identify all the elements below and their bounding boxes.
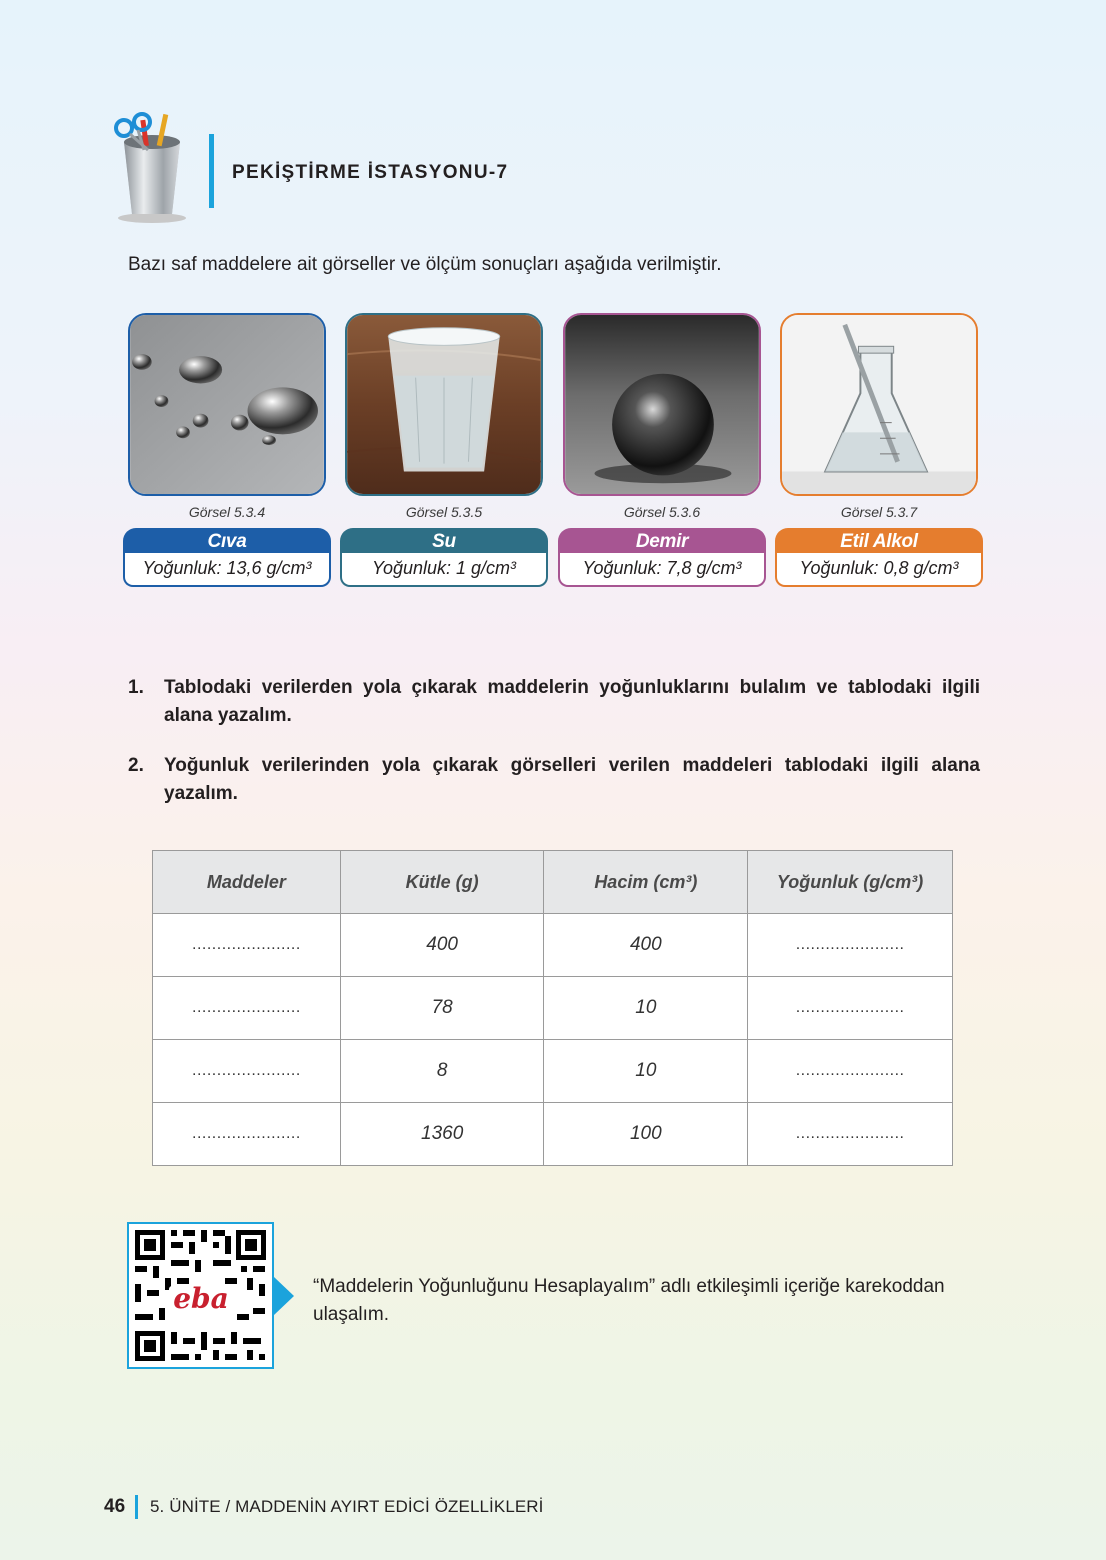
substance-label-water <box>340 528 548 588</box>
column-header-mass: Kütle (g) <box>340 851 544 914</box>
water-glass-image <box>345 313 543 496</box>
substance-density: Yoğunluk: 13,6 g/cm³ <box>123 553 331 587</box>
mass-cell: 400 <box>340 914 544 977</box>
image-caption: Görsel 5.3.4 <box>188 504 266 520</box>
question-text: Yoğunluk verilerinden yola çıkarak görselleri verilen maddeleri tablodaki ilgili alana yazalım. <box>164 755 980 804</box>
substance-density: Yoğunluk: 0,8 g/cm³ <box>775 553 983 587</box>
mercury-image <box>128 313 326 496</box>
substance-blank[interactable]: ...................... <box>153 1040 341 1103</box>
substance-label-mercury <box>123 528 331 588</box>
substance-name: Su <box>340 528 548 555</box>
substance-label-iron <box>558 528 766 588</box>
density-blank[interactable]: ...................... <box>748 1040 953 1103</box>
pencil-cup-icon <box>108 110 192 226</box>
substance-blank[interactable]: ...................... <box>153 1103 341 1166</box>
substance-name: Demir <box>558 528 766 555</box>
substance-label-ethyl-alcohol <box>775 528 983 588</box>
density-blank[interactable]: ...................... <box>748 1103 953 1166</box>
question-1 <box>128 674 980 730</box>
table-row <box>153 914 953 977</box>
column-header-density: Yoğunluk (g/cm³) <box>748 851 953 914</box>
iron-ball-image <box>563 313 761 496</box>
density-blank[interactable]: ...................... <box>748 914 953 977</box>
intro-text: Bazı saf maddelere ait görseller ve ölçüm sonuçları aşağıda verilmiştir. <box>128 254 722 275</box>
question-number: 2. <box>128 755 144 776</box>
ethyl-alcohol-flask-image <box>780 313 978 496</box>
table-header-row <box>153 851 953 914</box>
volume-cell: 10 <box>544 977 748 1040</box>
substance-name: Etil Alkol <box>775 528 983 555</box>
volume-cell: 10 <box>544 1040 748 1103</box>
pointer-arrow-icon <box>274 1277 294 1315</box>
section-title: PEKİŞTİRME İSTASYONU-7 <box>232 162 509 183</box>
substance-blank[interactable]: ...................... <box>153 914 341 977</box>
mass-cell: 1360 <box>340 1103 544 1166</box>
mass-cell: 8 <box>340 1040 544 1103</box>
header-accent-bar <box>209 134 214 208</box>
density-blank[interactable]: ...................... <box>748 977 953 1040</box>
qr-description: “Maddelerin Yoğunluğunu Hesaplayalım” adlı etkileşimli içeriğe karekoddan ulaşalım. <box>313 1276 945 1325</box>
density-table <box>152 850 953 1166</box>
column-header-volume: Hacim (cm³) <box>544 851 748 914</box>
question-2 <box>128 752 980 808</box>
eba-qr-code[interactable] <box>127 1222 274 1369</box>
table-row <box>153 977 953 1040</box>
substance-name: Cıva <box>123 528 331 555</box>
image-caption: Görsel 5.3.6 <box>623 504 701 520</box>
question-text: Tablodaki verilerden yola çıkarak maddelerin yoğunluklarını bulalım ve tablodaki ilgili alana yazalım. <box>164 677 980 726</box>
mass-cell: 78 <box>340 977 544 1040</box>
eba-logo: eba <box>173 1282 229 1315</box>
table-row <box>153 1040 953 1103</box>
substance-density: Yoğunluk: 7,8 g/cm³ <box>558 553 766 587</box>
page-number: 46 <box>104 1496 126 1517</box>
question-number: 1. <box>128 677 144 698</box>
volume-cell: 400 <box>544 914 748 977</box>
image-caption: Görsel 5.3.5 <box>405 504 483 520</box>
volume-cell: 100 <box>544 1103 748 1166</box>
substance-density: Yoğunluk: 1 g/cm³ <box>340 553 548 587</box>
table-row <box>153 1103 953 1166</box>
qr-code-icon <box>129 1224 272 1367</box>
column-header-substances: Maddeler <box>153 851 341 914</box>
image-caption: Görsel 5.3.7 <box>840 504 918 520</box>
unit-title: 5. ÜNİTE / MADDENİN AYIRT EDİCİ ÖZELLİKLERİ <box>150 1497 544 1516</box>
substance-blank[interactable]: ...................... <box>153 977 341 1040</box>
footer-divider <box>135 1495 138 1519</box>
